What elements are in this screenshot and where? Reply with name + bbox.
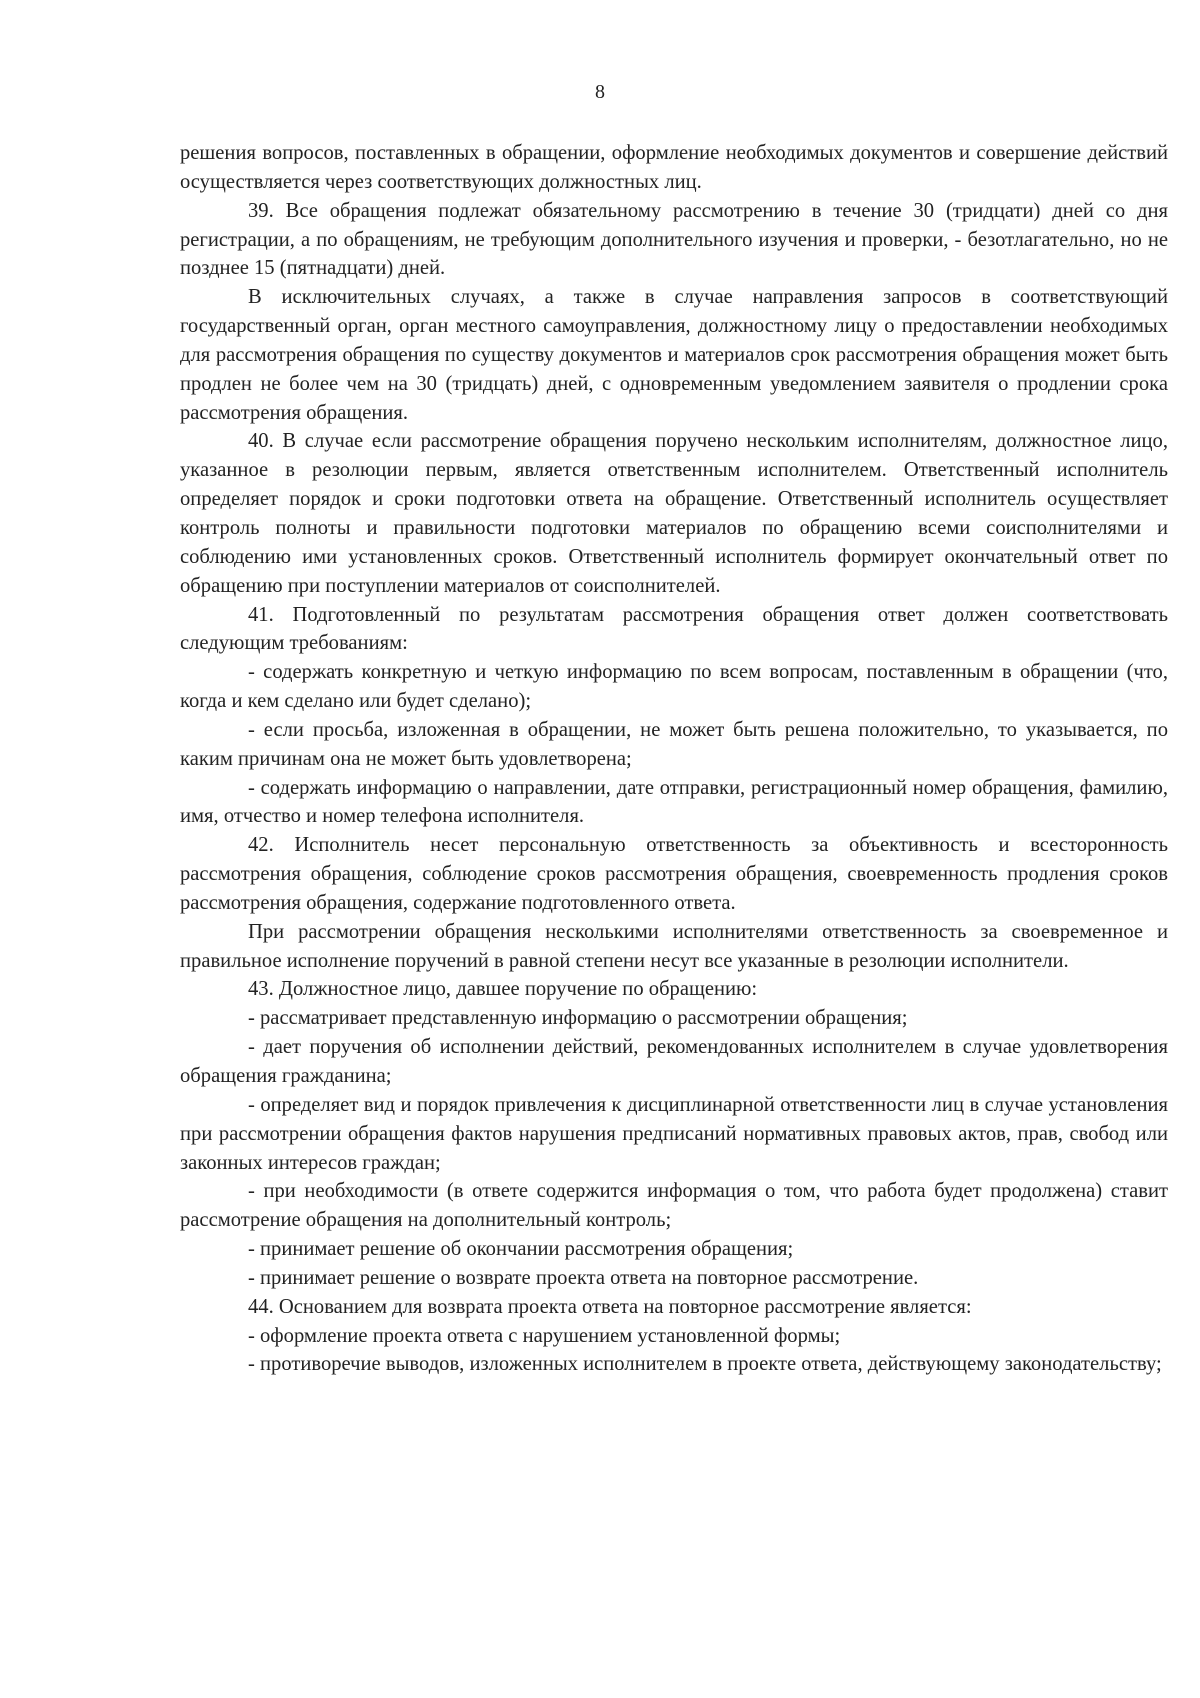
list-item-43-2: - дает поручения об исполнении действий, рекомендованных исполнителем в случае удовлетворения обращения гражданина;: [180, 1036, 1168, 1087]
list-item-44-2: - противоречие выводов, изложенных исполнителем в проекте ответа, действующему законодательству;: [248, 1353, 1162, 1376]
paragraph-43: 43. Должностное лицо, давшее поручение по обращению:: [248, 978, 758, 1001]
paragraph-continuation: решения вопросов, поставленных в обращении, оформление необходимых документов и совершение действий осуществляется через соответствующих должностных лиц.: [180, 142, 1168, 193]
list-item-43-5: - принимает решение об окончании рассмотрения обращения;: [248, 1238, 794, 1261]
list-item-41-3: - содержать информацию о направлении, дате отправки, регистрационный номер обращения, фамилию, имя, отчество и номер телефона исполнителя.: [180, 776, 1168, 828]
paragraph-42: 42. Исполнитель несет персональную ответственность за объективность и всесторонность рассмотрения обращения, соблюдение сроков рассмотрения обращения, своевременность продления сроков рассмотрения обращения, содержание подготовленного ответа.: [180, 834, 1168, 914]
paragraph-42-multiple: При рассмотрении обращения несколькими исполнителями ответственность за своевременное и правильное исполнение поручений в равной степени несут все указанные в резолюции исполнители.: [180, 920, 1168, 972]
document-body: [180, 139, 1168, 1379]
list-item-41-1: - содержать конкретную и четкую информацию по всем вопросам, поставленным в обращении (что, когда и кем сделано или будет сделано);: [180, 661, 1168, 713]
page-number: 8: [595, 81, 605, 103]
paragraph-39-exceptional: В исключительных случаях, а также в случае направления запросов в соответствующий государственный орган, орган местного самоуправления, должностному лицу о предоставлении необходимых для рассмотрения обращения по существу документов и материалов срок рассмотрения обращения может быть продлен не более чем на 30 (тридцать) дней, с одновременным уведомлением заявителя о продлении срока рассмотрения обращения.: [180, 286, 1168, 424]
list-item-44-1: - оформление проекта ответа с нарушением установленной формы;: [248, 1324, 841, 1347]
paragraph-39: 39. Все обращения подлежат обязательному рассмотрению в течение 30 (тридцати) дней со дня регистрации, а по обращениям, не требующим дополнительного изучения и проверки, - безотлагательно, но не позднее 15 (пятнадцати) дней.: [180, 199, 1168, 280]
list-item-43-1: - рассматривает представленную информацию о рассмотрении обращения;: [248, 1007, 908, 1030]
paragraph-41: 41. Подготовленный по результатам рассмотрения обращения ответ должен соответствовать следующим требованиям:: [180, 603, 1168, 655]
paragraph-44: 44. Основанием для возврата проекта ответа на повторное рассмотрение является:: [248, 1295, 972, 1318]
paragraph-40: 40. В случае если рассмотрение обращения поручено нескольким исполнителям, должностное лицо, указанное в резолюции первым, является ответственным исполнителем. Ответственный исполнитель определяет порядок и сроки подготовки ответа на обращение. Ответственный исполнитель осуществляет контроль полноты и правильности подготовки материалов по обращению всеми соисполнителями и соблюдению ими установленных сроков. Ответственный исполнитель формирует окончательный ответ по обращению при поступлении материалов от соисполнителей.: [180, 430, 1168, 597]
list-item-43-4: - при необходимости (в ответе содержится информация о том, что работа будет продолжена) ставит рассмотрение обращения на дополнительный контроль;: [180, 1180, 1168, 1232]
list-item-43-3: - определяет вид и порядок привлечения к дисциплинарной ответственности лиц в случае установления при рассмотрении обращения фактов нарушения предписаний нормативных правовых актов, прав, свобод или законных интересов граждан;: [180, 1093, 1168, 1174]
list-item-43-6: - принимает решение о возврате проекта ответа на повторное рассмотрение.: [248, 1266, 919, 1289]
list-item-41-2: - если просьба, изложенная в обращении, не может быть решена положительно, то указывается, по каким причинам она не может быть удовлетворена;: [180, 718, 1168, 770]
